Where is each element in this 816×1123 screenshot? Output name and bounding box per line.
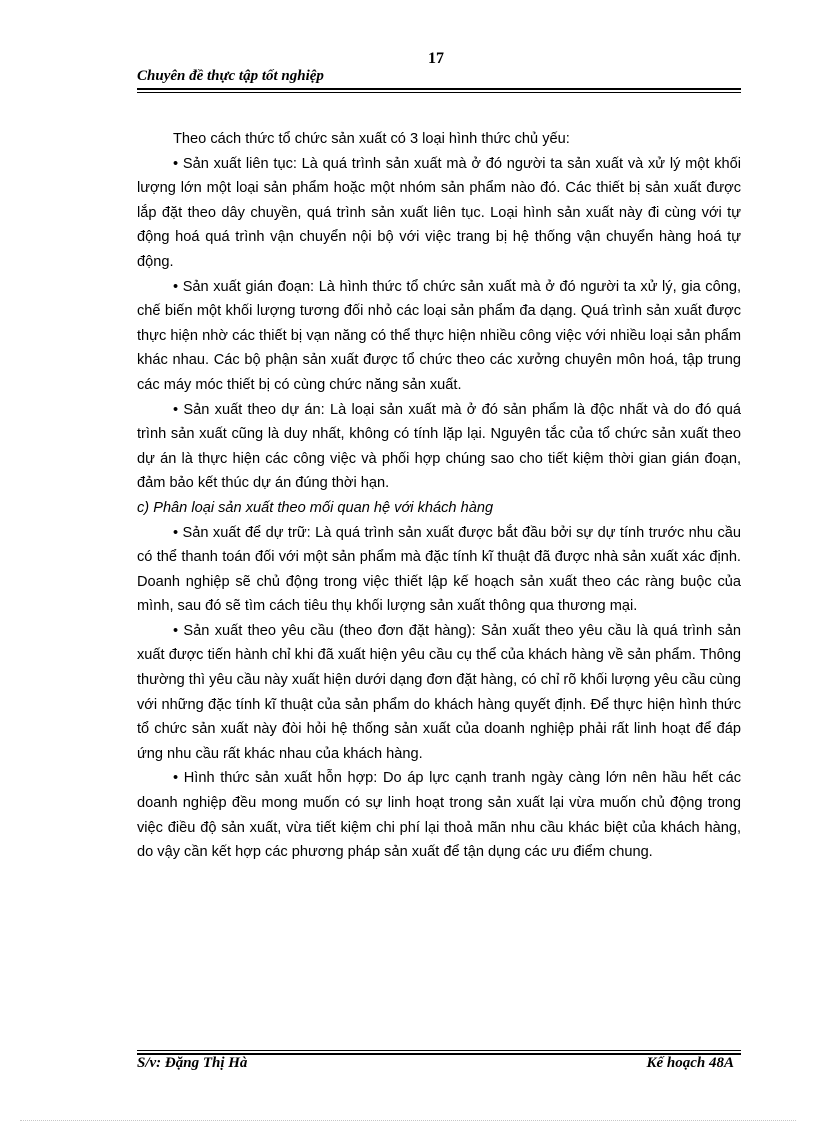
paragraph-hybrid-production: • Hình thức sản xuất hỗn hợp: Do áp lực cạnh tranh ngày càng lớn nên hầu hết các doanh nghiệp đều mong muốn có sự linh hoạt trong sản xuất lại vừa muốn chủ động trong việc điều độ sản xuất, vừa tiết kiệm chi phí lại thoả mãn nhu cầu khác biệt của khách hàng, do vậy cần kết hợp các phương pháp sản xuất để tận dụng các ưu điểm chung.	[137, 770, 741, 861]
paragraph-make-to-order: • Sản xuất theo yêu cầu (theo đơn đặt hàng): Sản xuất theo yêu cầu là quá trình sản xuất được tiến hành chỉ khi đã xuất hiện yêu cầu cụ thể của khách hàng về sản phẩm. Thông thường thì yêu cầu này xuất hiện dưới dạng đơn đặt hàng, có chỉ rõ khối lượng yêu cầu cùng với những đặc tính kĩ thuật của sản phẩm do khách hàng quyết định. Để thực hiện hình thức tổ chức sản xuất này đòi hỏi hệ thống sản xuất của doanh nghiệp phải rất linh hoạt để đáp ứng nhu cầu rất khác nhau của khách hàng.	[137, 622, 741, 762]
section-subheading: c) Phân loại sản xuất theo mối quan hệ với khách hàng	[137, 499, 494, 516]
header-rule-thin	[137, 92, 741, 93]
paragraph-intro: Theo cách thức tổ chức sản xuất có 3 loại hình thức chủ yếu:	[173, 131, 570, 147]
paragraph-make-to-stock: • Sản xuất để dự trữ: Là quá trình sản xuất được bắt đầu bởi sự dự tính trước nhu cầu có thể thanh toán đối với một sản phẩm mà đặc tính kĩ thuật đã được nhà sản xuất xác định. Doanh nghiệp sẽ chủ động trong việc thiết lập kế hoạch sản xuất theo các ràng buộc của mình, sau đó sẽ tìm cách tiêu thụ khối lượng sản xuất thông qua thương mại.	[137, 524, 741, 615]
footer-student-name: S/v: Đặng Thị Hà	[137, 1055, 248, 1071]
paragraph-continuous-production: • Sản xuất liên tục: Là quá trình sản xuất mà ở đó người ta sản xuất và xử lý một khối lượng lớn một loại sản phẩm hoặc một nhóm sản phẩm nào đó. Các thiết bị sản xuất được lắp đặt theo dây chuyền, quá trình sản xuất liên tục. Loại hình sản xuất này đi cùng với tự động hoá quá trình vận chuyển nội bộ với việc trang bị hệ thống vận chuyển hàng hoá tự động.	[137, 155, 741, 270]
paragraph-intermittent-production: • Sản xuất gián đoạn: Là hình thức tổ chức sản xuất mà ở đó người ta xử lý, gia công, chế biến một khối lượng tương đối nhỏ các loại sản phẩm đa dạng. Quá trình sản xuất được thực hiện nhờ các thiết bị vạn năng có thể thực hiện nhiều công việc với nhiều loại sản phẩm khác nhau. Các bộ phận sản xuất được tổ chức theo các xưởng chuyên môn hoá, tập trung các máy móc thiết bị có cùng chức năng sản xuất.	[137, 278, 741, 393]
paragraph-project-production: • Sản xuất theo dự án: Là loại sản xuất mà ở đó sản phẩm là độc nhất và do đó quá trình sản xuất cũng là duy nhất, không có tính lặp lại. Nguyên tắc của tổ chức sản xuất theo dự án là thực hiện các công việc và phối hợp chúng sao cho tiết kiệm thời gian gián đoạn, đảm bảo kết thúc dự án đúng thời hạn.	[137, 401, 741, 492]
body-text	[137, 127, 741, 865]
footer-rule-thin	[137, 1050, 741, 1051]
footer-class-name: Kế hoạch 48A	[646, 1055, 734, 1071]
header-title: Chuyên đề thực tập tốt nghiệp	[137, 68, 324, 84]
page-number: 17	[428, 50, 444, 67]
header-rule-thick	[137, 88, 741, 90]
page-edge-divider	[20, 1120, 796, 1121]
